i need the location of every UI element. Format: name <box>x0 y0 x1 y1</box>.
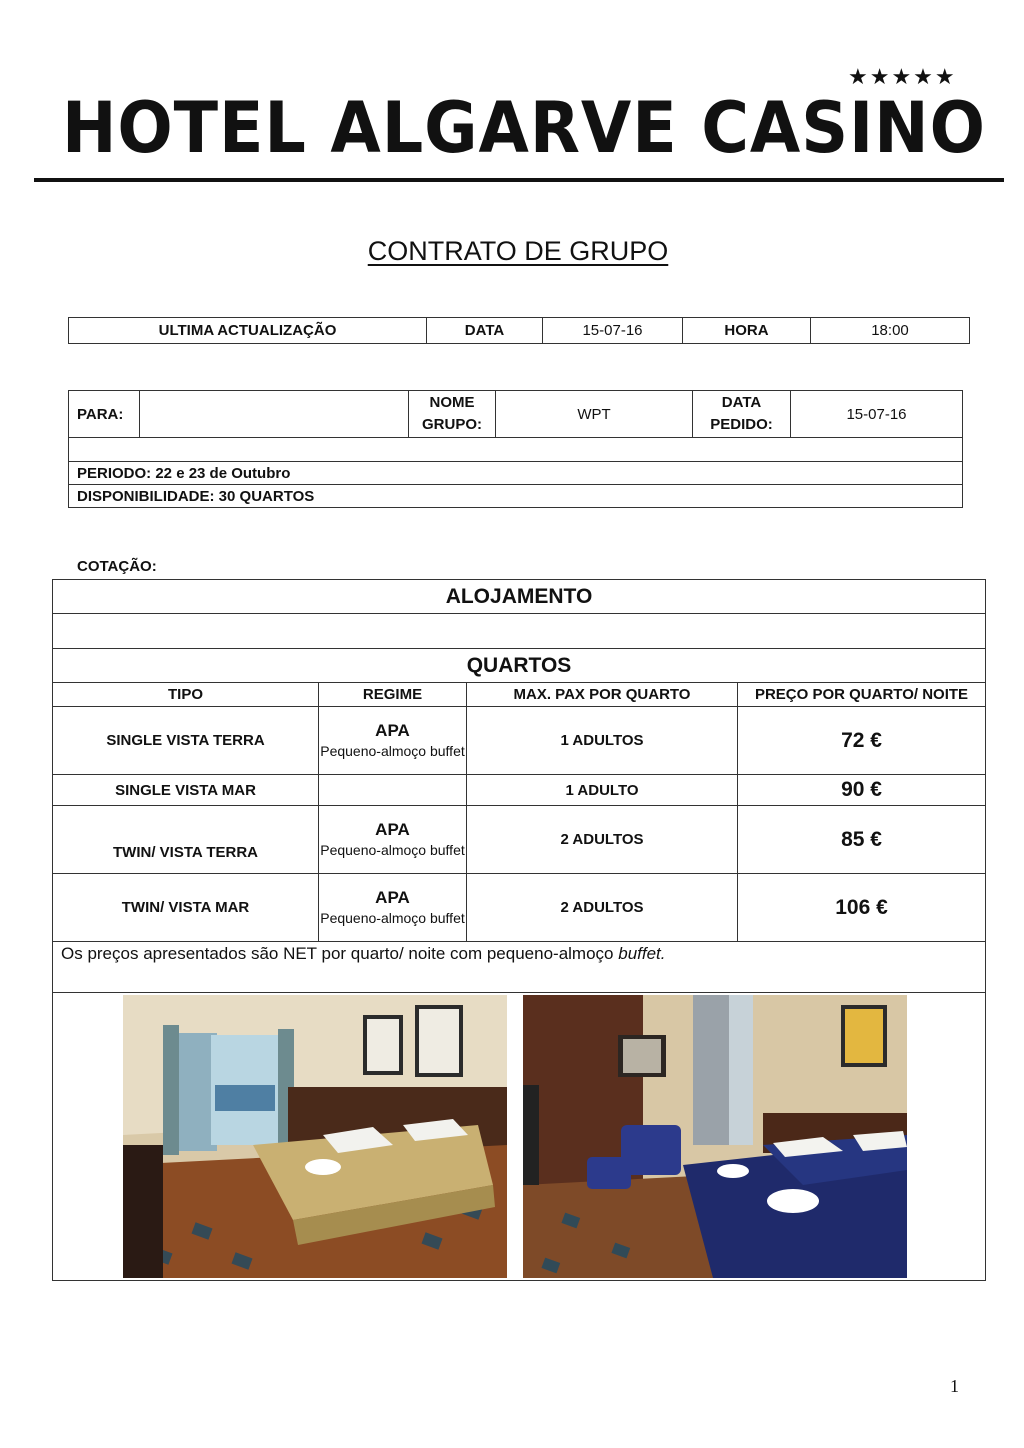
regime-desc: Pequeno-almoço buffet <box>320 842 465 858</box>
last-update-table <box>68 317 970 344</box>
room-type: SINGLE VISTA MAR <box>53 775 319 806</box>
regime-cell <box>319 707 467 775</box>
max-pax: 1 ADULTOS <box>467 707 738 775</box>
room-type: TWIN/ VISTA MAR <box>53 874 319 942</box>
room-photo-twin-gold <box>123 995 507 1278</box>
table-row <box>53 806 986 874</box>
order-date-label: DATA PEDIDO: <box>693 391 791 438</box>
max-pax: 2 ADULTOS <box>467 806 738 874</box>
last-update-label: ULTIMA ACTUALIZAÇÃO <box>69 318 427 344</box>
price-note-text: Os preços apresentados são NET por quarto/ noite com pequeno-almoço <box>61 944 619 963</box>
table-row <box>53 775 986 806</box>
order-date-value: 15-07-16 <box>791 391 963 438</box>
page-title: CONTRATO DE GRUPO <box>367 236 669 266</box>
room-price: 72 € <box>738 707 986 775</box>
regime-cell <box>319 874 467 942</box>
table-row <box>53 874 986 942</box>
regime-code: APA <box>375 721 410 740</box>
column-header: TIPO <box>53 683 319 707</box>
room-type: TWIN/ VISTA TERRA <box>53 806 319 874</box>
availability-row: DISPONIBILIDADE: 30 QUARTOS <box>69 485 963 508</box>
room-price: 106 € <box>738 874 986 942</box>
para-label: PARA: <box>69 391 140 438</box>
subsection-title: QUARTOS <box>53 649 986 683</box>
room-price: 90 € <box>738 775 986 806</box>
rating-stars: ★★★★★ <box>848 64 957 89</box>
date-label: DATA <box>427 318 543 344</box>
group-info-table <box>68 390 963 508</box>
group-name-label: NOME GRUPO: <box>409 391 496 438</box>
column-header: MAX. PAX POR QUARTO <box>467 683 738 707</box>
group-name-value: WPT <box>496 391 693 438</box>
blank-row <box>53 614 986 649</box>
price-note-emphasis: buffet. <box>618 944 666 963</box>
regime-code: APA <box>375 888 410 907</box>
time-value: 18:00 <box>811 318 970 344</box>
period-row: PERIODO: 22 e 23 de Outubro <box>69 462 963 485</box>
time-label: HORA <box>683 318 811 344</box>
regime-desc: Pequeno-almoço buffet <box>320 910 465 926</box>
para-value <box>140 391 409 438</box>
column-header: REGIME <box>319 683 467 707</box>
empty-row <box>69 438 963 462</box>
date-value: 15-07-16 <box>543 318 683 344</box>
regime-cell <box>319 806 467 874</box>
max-pax: 2 ADULTOS <box>467 874 738 942</box>
room-photo-twin-blue <box>523 995 907 1278</box>
regime-code: APA <box>375 820 410 839</box>
quote-label: COTAÇÃO: <box>77 558 157 575</box>
regime-cell <box>319 775 467 806</box>
max-pax: 1 ADULTO <box>467 775 738 806</box>
header-divider <box>34 178 1004 182</box>
room-price: 85 € <box>738 806 986 874</box>
price-note <box>53 942 986 993</box>
hotel-brand-logo: HOTEL ALGARVE CASINO <box>62 87 986 169</box>
section-title: ALOJAMENTO <box>53 580 986 614</box>
room-type: SINGLE VISTA TERRA <box>53 707 319 775</box>
column-header: PREÇO POR QUARTO/ NOITE <box>738 683 986 707</box>
regime-desc: Pequeno-almoço buffet <box>320 743 465 759</box>
page-number: 1 <box>950 1376 959 1396</box>
table-row <box>53 707 986 775</box>
